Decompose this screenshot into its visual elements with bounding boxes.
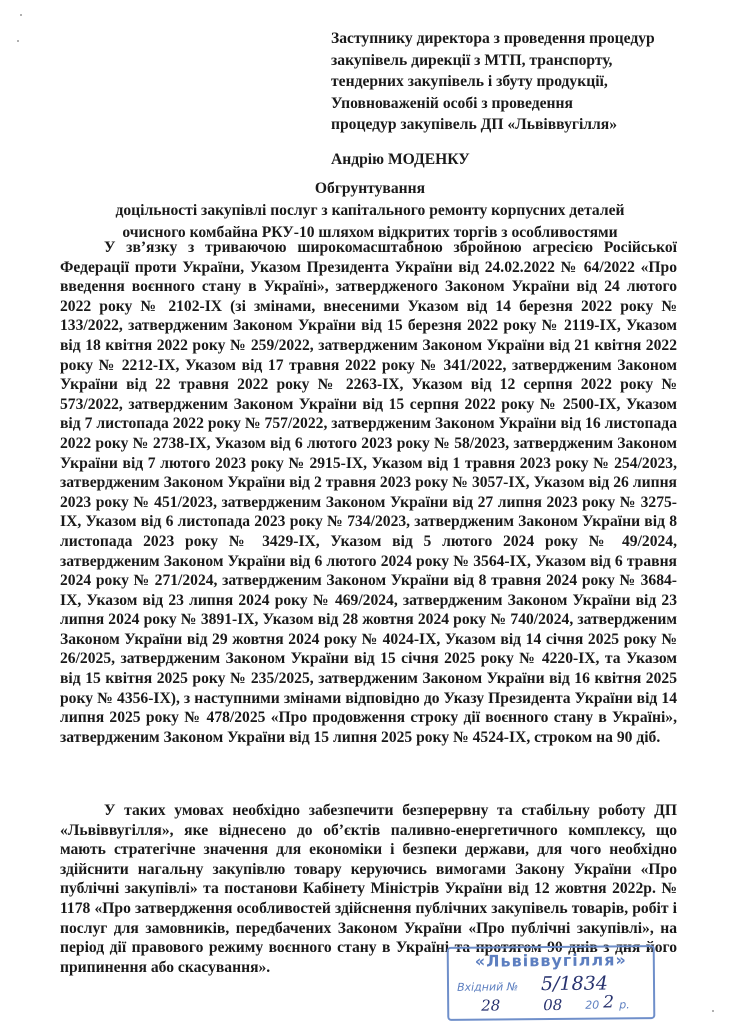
stamp-year-end: р. xyxy=(619,998,630,1012)
addressee-line: процедур закупівель ДП «Львіввугілля» xyxy=(331,116,618,134)
title-subject-line: доцільності закупівлі послуг з капітального ремонту корпусних деталей xyxy=(115,201,625,219)
body-paragraph-1: У зв’язку з триваючою широкомасштабною збройною агресією Російської Федерації проти України, Указом Президента України від 24.02.2022 № 64/2022 «Про введення воєнного стану в Україні», затвердженого Законом України від 24 лютого 2022 року № 2102-IX (зі змінами, внесеними Указом від 14 березня 2022 року № 133/2022, затвердженим Законом України від 15 березня 2022 року № 2119-IX, Указом від 18 квітня 2022 року № 259/2022, затвердженим Законом України від 21 квітня 2022 року № 2212-IX, Указом від 17 травня 2022 року № 341/2022, затвердженим Законом України від 22 травня 2022 року № 2263-IX, Указом від 12 серпня 2022 року № 573/2022, затвердженим Законом України від 15 серпня 2022 року № 2500-IX, Указом від 7 листопада 2022 року № 757/2022, затвердженим Законом України від 16 листопада 2022 року № 2738-IX, Указом від 6 лютого 2023 року № 58/2023, затвердженим Законом України від 7 лютого 2023 року № 2915-IX, Указом від 1 травня 2023 року № 254/2023, затвердженим Законом України від 2 травня 2023 року № 3057-IX, Указом від 26 липня 2023 року № 451/2023, затвердженим Законом України від 27 липня 2023 року № 3275-IX, Указом від 6 листопада 2023 року № 734/2023, затвердженим Законом України від 8 листопада 2023 року № 3429-IX, Указом від 5 лютого 2024 року № 49/2024, затвердженим Законом України від 6 лютого 2024 року № 3564-IX, Указом від 6 травня 2024 року № 271/2024, затвердженим Законом України від 8 травня 2024 року № 3684-IX, Указом від 23 липня 2024 року № 469/2024, затвердженим Законом України від 23 липня 2024 року № 3891-IX, Указом від 28 жовтня 2024 року № 740/2024, затвердженим Законом України від 29 жовтня 2024 року № 4024-IX, Указом від 14 січня 2025 року № 26/2025, затвердженим Законом України від 15 січня 2025 року № 4220-IX, та Указом від 15 квітня 2025 року № 235/2025, затвердженим Законом України від 16 квітня 2025 року № 4356-IX), з наступними змінами відповідно до Указу Президента України від 14 липня 2025 року № 478/2025 «Про продовження строку дії воєнного стану в Україні», затвердженим Законом України від 15 липня 2025 року № 4524-IX, строком на 90 діб. xyxy=(60,239,677,746)
stamp-year-prefix: 20 xyxy=(585,998,600,1012)
stamp-org-name: «Львіввугілля» xyxy=(474,950,627,971)
scan-speck xyxy=(17,40,19,42)
scan-speck xyxy=(712,1010,714,1012)
addressee-line: тендерних закупівель і збуту продукції, xyxy=(331,73,608,91)
body-paragraph-2: У таких умовах необхідно забезпечити безперервну та стабільну роботу ДП «Львіввугілля», яке віднесено до об’єктів паливно-енергетичного комплексу, що мають стратегічне значення для економіки і безпеки держави, для чого необхідно здійснити нагальну закупівлю товару керуючись вимогами Закону України «Про публічні закупівлі» та постанови Кабінету Міністрів України від 12 жовтня 2022р. № 1178 «Про затвердження особливостей здійснення публічних закупівель товарів, робіт і послуг для замовників, передбачених Законом України «Про публічні закупівлі», на період дії правового режиму воєнного стану в Україні та протягом 90 днів з дня його припинення або скасування». xyxy=(60,802,677,976)
addressee-block xyxy=(331,28,711,171)
stamp-incoming-label: Вхідний № xyxy=(456,980,519,994)
addressee-line: Уповноваженій особі з проведення xyxy=(331,94,573,112)
title-heading: Обгрунтування xyxy=(314,180,426,197)
document-title xyxy=(60,178,680,243)
registration-stamp xyxy=(447,945,656,1021)
scan-speck xyxy=(20,14,22,16)
title-subject-line: очисного комбайна РКУ-10 шляхом відкритих торгів з особливостями xyxy=(122,223,618,241)
stamp-incoming-row xyxy=(456,972,608,996)
stamp-date-row xyxy=(457,992,645,1015)
stamp-year-suffix: 2 xyxy=(603,992,615,1013)
addressee-name: Андрію МОДЕНКУ xyxy=(331,150,470,168)
stamp-date-day: 28 xyxy=(481,996,501,1015)
addressee-line: Заступнику директора з проведення процедур xyxy=(331,30,655,47)
stamp-incoming-number: 5/1834 xyxy=(540,972,608,996)
addressee-line: закупівель дирекції з МТП, транспорту, xyxy=(331,51,613,69)
stamp-date-month: 08 xyxy=(543,995,563,1015)
